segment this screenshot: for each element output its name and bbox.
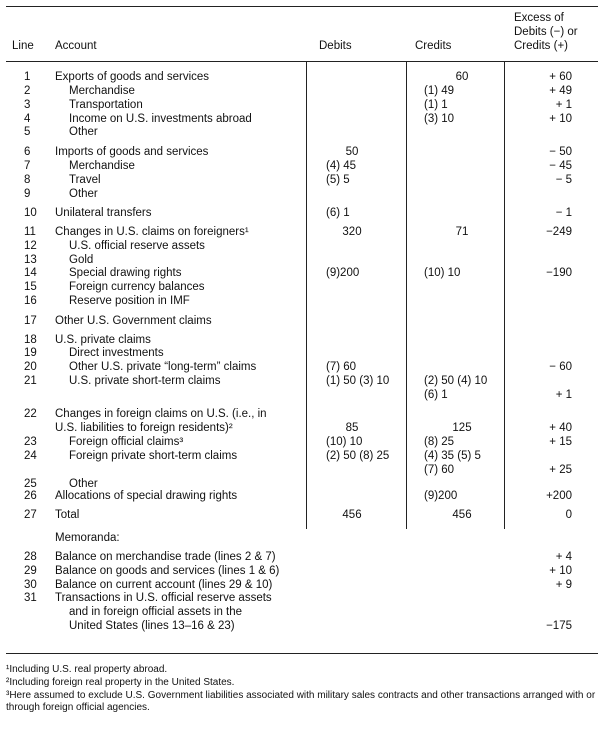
row-debits-value: 320: [342, 226, 362, 238]
row-excess-value: − 5: [555, 174, 572, 186]
row-line-number: 7: [24, 160, 31, 172]
row-excess-value: −175: [546, 620, 572, 632]
row-line-number: 9: [24, 188, 31, 200]
row-line-number: 6: [24, 146, 31, 158]
row-line-number: 8: [24, 174, 31, 186]
row-account-name: Unilateral transfers: [55, 207, 152, 219]
row-account-name: Changes in foreign claims on U.S. (i.e., in: [55, 408, 267, 420]
row-debits-value: 456: [342, 509, 362, 521]
row-account-name: Travel: [69, 174, 101, 186]
row-account-name: Imports of goods and services: [55, 146, 209, 158]
row-line-number: 30: [24, 579, 37, 591]
header-account: Account: [55, 40, 97, 52]
row-excess-value: −190: [546, 267, 572, 279]
row-account-name: Income on U.S. investments abroad: [69, 113, 252, 125]
row-credits-value: (10) 10: [424, 267, 461, 279]
header-line: Line: [12, 40, 34, 52]
row-account-name: U.S. liabilities to foreign residents)²: [55, 422, 233, 434]
row-account-name: Transportation: [69, 99, 143, 111]
footnote-2: ²Including foreign real property in the United States.: [6, 677, 235, 688]
row-credits-value: (6) 1: [424, 389, 448, 401]
row-excess-value: − 45: [549, 160, 572, 172]
row-account-name: Memoranda:: [55, 532, 120, 544]
row-account-name: Foreign official claims³: [69, 436, 184, 448]
header-debits: Debits: [319, 40, 352, 52]
row-account-name: Balance on goods and services (lines 1 & 6): [55, 565, 280, 577]
row-credits-value: (1) 1: [424, 99, 448, 111]
row-line-number: 17: [24, 315, 37, 327]
row-credits-value: (7) 60: [424, 464, 455, 476]
row-line-number: 22: [24, 408, 37, 420]
row-excess-value: + 9: [555, 579, 572, 591]
row-debits-value: (4) 45: [326, 160, 357, 172]
row-line-number: 20: [24, 361, 37, 373]
footnote-1: ¹Including U.S. real property abroad.: [6, 664, 168, 675]
row-account-name: Gold: [69, 254, 94, 266]
row-excess-value: − 60: [549, 361, 572, 373]
header-credits: Credits: [415, 40, 452, 52]
row-account-name: Transactions in U.S. official reserve assets: [55, 592, 272, 604]
row-line-number: 1: [24, 71, 31, 83]
row-excess-value: + 1: [555, 99, 572, 111]
row-credits-value: 60: [455, 71, 469, 83]
row-account-name: Balance on current account (lines 29 & 10): [55, 579, 273, 591]
row-account-name: Other: [69, 478, 98, 490]
row-line-number: 26: [24, 490, 37, 502]
row-credits-value: (4) 35 (5) 5: [424, 450, 481, 462]
row-credits-value: (1) 49: [424, 85, 455, 97]
row-excess-value: 0: [565, 509, 572, 521]
row-line-number: 18: [24, 334, 37, 346]
row-account-name: Allocations of special drawing rights: [55, 490, 238, 502]
row-line-number: 27: [24, 509, 37, 521]
row-line-number: 2: [24, 85, 31, 97]
row-debits-value: (7) 60: [326, 361, 357, 373]
row-credits-value: (8) 25: [424, 436, 455, 448]
row-debits-value: (1) 50 (3) 10: [326, 375, 390, 387]
row-debits-value: (6) 1: [326, 207, 350, 219]
header-excess-2: Debits (−) or: [514, 26, 578, 38]
row-line-number: 19: [24, 347, 37, 359]
row-account-name: Other: [69, 188, 98, 200]
row-excess-value: + 15: [549, 436, 572, 448]
row-excess-value: + 60: [549, 71, 572, 83]
row-account-name: Merchandise: [69, 160, 135, 172]
row-account-name: Exports of goods and services: [55, 71, 210, 83]
row-account-name: Direct investments: [69, 347, 164, 359]
row-line-number: 28: [24, 551, 37, 563]
top-rule: [6, 6, 598, 7]
row-account-name: Other U.S. private “long-term” claims: [69, 361, 257, 373]
row-credits-value: 71: [455, 226, 469, 238]
header-rule: [6, 61, 598, 62]
row-line-number: 12: [24, 240, 37, 252]
row-account-name: U.S. private short-term claims: [69, 375, 221, 387]
row-debits-value: (2) 50 (8) 25: [326, 450, 390, 462]
bottom-rule: [6, 653, 598, 654]
row-debits-value: (9)200: [326, 267, 360, 279]
row-excess-value: + 1: [555, 389, 572, 401]
row-line-number: 14: [24, 267, 37, 279]
row-line-number: 23: [24, 436, 37, 448]
row-excess-value: + 49: [549, 85, 572, 97]
row-line-number: 3: [24, 99, 31, 111]
row-line-number: 21: [24, 375, 37, 387]
row-line-number: 4: [24, 113, 31, 125]
row-line-number: 25: [24, 478, 37, 490]
column-rule-1: [306, 61, 307, 529]
row-line-number: 11: [24, 226, 36, 238]
row-credits-value: (3) 10: [424, 113, 455, 125]
row-account-name: Other U.S. Government claims: [55, 315, 212, 327]
row-debits-value: 50: [345, 146, 359, 158]
row-line-number: 10: [24, 207, 37, 219]
row-line-number: 31: [24, 592, 37, 604]
row-credits-value: (2) 50 (4) 10: [424, 375, 488, 387]
row-account-name: Other: [69, 126, 98, 138]
row-excess-value: + 40: [549, 422, 572, 434]
footnote-3: ³Here assumed to exclude U.S. Government liabilities associated with military sales contracts and other transactions arranged with or through foreign official agencies.: [6, 690, 596, 713]
row-account-name: Merchandise: [69, 85, 135, 97]
row-account-name: U.S. private claims: [55, 334, 151, 346]
row-excess-value: + 10: [549, 113, 572, 125]
row-account-name: Special drawing rights: [69, 267, 182, 279]
row-line-number: 13: [24, 254, 37, 266]
row-credits-value: 456: [452, 509, 472, 521]
row-credits-value: (9)200: [424, 490, 458, 502]
row-excess-value: − 1: [555, 207, 572, 219]
row-account-name: Foreign currency balances: [69, 281, 205, 293]
row-account-name: Total: [55, 509, 80, 521]
row-account-name: and in foreign official assets in the: [69, 606, 243, 618]
row-account-name: U.S. official reserve assets: [69, 240, 205, 252]
row-account-name: Foreign private short-term claims: [69, 450, 238, 462]
row-line-number: 16: [24, 295, 37, 307]
row-excess-value: −249: [546, 226, 572, 238]
row-excess-value: + 25: [549, 464, 572, 476]
row-account-name: Balance on merchandise trade (lines 2 & 7): [55, 551, 276, 563]
row-excess-value: − 50: [549, 146, 572, 158]
row-debits-value: 85: [345, 422, 359, 434]
row-credits-value: 125: [452, 422, 472, 434]
row-excess-value: +200: [546, 490, 572, 502]
row-account-name: Changes in U.S. claims on foreigners¹: [55, 226, 249, 238]
header-excess-3: Credits (+): [514, 40, 568, 52]
row-account-name: Reserve position in IMF: [69, 295, 190, 307]
row-account-name: United States (lines 13–16 & 23): [69, 620, 235, 632]
header-excess-1: Excess of: [514, 12, 564, 24]
row-excess-value: + 10: [549, 565, 572, 577]
row-line-number: 24: [24, 450, 37, 462]
row-line-number: 15: [24, 281, 37, 293]
row-line-number: 5: [24, 126, 31, 138]
row-excess-value: + 4: [555, 551, 572, 563]
row-debits-value: (5) 5: [326, 174, 350, 186]
row-debits-value: (10) 10: [326, 436, 363, 448]
row-line-number: 29: [24, 565, 37, 577]
